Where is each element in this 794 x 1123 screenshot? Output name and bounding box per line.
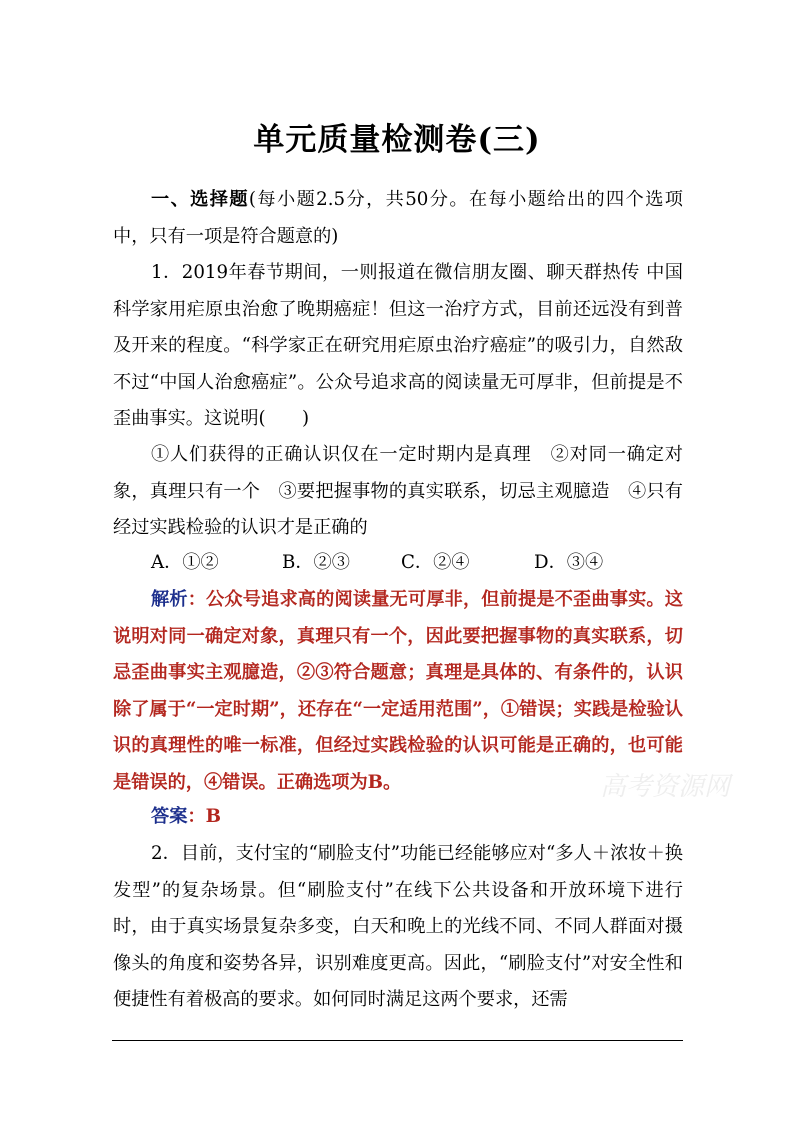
section-label: 一、选择题 [151,189,249,210]
page-title: 单元质量检测卷(三) [253,122,541,158]
question-1-stem: 1．2019年春节期间，一则报道在微信朋友圈、聊天群热传 中国科学家用疟原虫治愈了晚期癌症！但这一治疗方式，目前还远没有到普及开来的程度。“科学家正在研究用疟原虫治疗癌症”的吸引力，自然敌不过“中国人治愈癌症”。公众号追求高的阅读量无可厚非，但前提是不歪曲事实。这说明( ) [113,262,683,429]
question-1-answer [113,799,683,836]
section-heading [113,182,683,255]
option-b: B．②③ [282,552,350,573]
section-note: (每小题2.5分，共50分。在每小题给出的四个选项中，只有一项是符合题意的) [113,189,683,247]
analysis-label: 解析 [151,589,188,610]
watermark: 高考资源网 [600,772,731,802]
analysis-text: ：公众号追求高的阅读量无可厚非，但前提是不歪曲事实。这说明对同一确定对象，真理只有一个，因此要把握事物的真实联系，切忌歪曲事实主观臆造，②③符合题意；真理是具体的、有条件的，认识除了属于“一定时期”，还存在“一定适用范围”，①错误；实践是检验认识的真理性的唯一标准，但经过实践检验的认识可能是正确的，也可能是错误的，④错误。正确选项为B。 [113,589,683,793]
answer-text: ：B [187,806,221,827]
option-c: C．②④ [401,552,470,573]
question-1-analysis [113,582,683,801]
answer-label: 答案 [151,806,188,827]
option-a: A．①② [151,552,219,573]
question-2-stem: 2．目前，支付宝的“刷脸支付”功能已经能够应对“多人＋浓妆＋换发型”的复杂场景。但“刷脸支付”在线下公共设备和开放环境下进行时，由于真实场景复杂多变，白天和晚上的光线不同、不同人群面对摄像头的角度和姿势各异，识别难度更高。因此，“刷脸支付”对安全性和便捷性有着极高的要求。如何同时满足这两个要求，还需 [113,843,683,1010]
question-1-options [151,545,683,582]
option-d: D．③④ [534,552,604,573]
footer-divider [112,1040,683,1041]
question-1-statements: ①人们获得的正确认识仅在一定时期内是真理 ②对同一确定对象，真理只有一个 ③要把握事物的真实联系，切忌主观臆造 ④只有经过实践检验的认识才是正确的 [113,444,683,538]
